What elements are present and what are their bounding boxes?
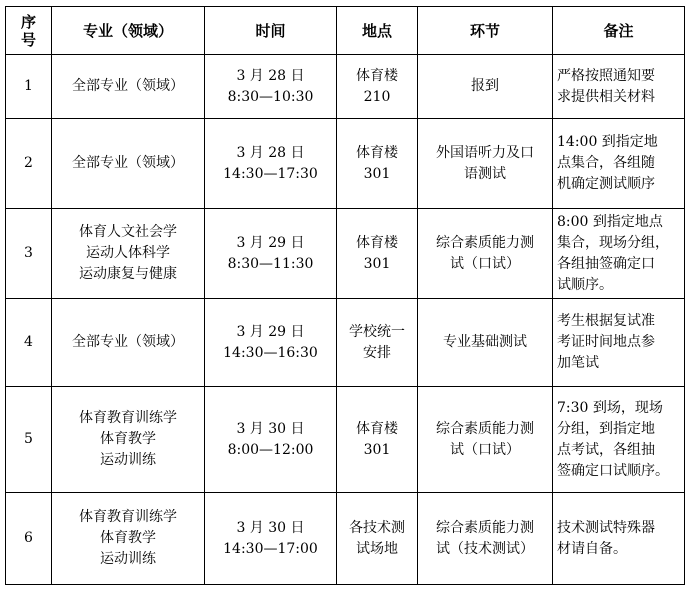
cell-time-line: 3 月 28 日 [236,67,305,84]
cell-location [337,55,418,119]
cell-stage-line: 综合素质能力测 [436,519,534,536]
cell-location [337,387,418,493]
cell-location [337,493,418,585]
cell-remark-line: 严格按照通知要 [557,67,655,84]
header-stage: 环节 [418,7,553,55]
header-seq-line: 号 [20,30,36,49]
cell-major [52,209,205,299]
cell-stage [418,387,553,493]
cell-remark-line: 技术测试特殊器 [557,519,655,536]
cell-time-line: 8:30—11:30 [227,255,314,272]
cell-major [52,299,205,387]
table-row [6,493,685,585]
cell-major [52,55,205,119]
cell-location-line: 301 [363,441,391,458]
cell-remark-line: 8:00 到指定地点 [557,213,663,230]
cell-stage-line: 综合素质能力测 [436,234,534,251]
cell-remark-line: 试顺序。 [557,276,613,293]
cell-seq: 5 [6,387,52,493]
cell-seq: 4 [6,299,52,387]
cell-remark-line: 签确定口试顺序。 [557,462,669,479]
cell-major-line: 体育教学 [100,530,156,546]
cell-time-line: 3 月 29 日 [236,323,305,340]
cell-major-line: 体育教学 [100,431,156,447]
cell-time [205,119,337,209]
cell-time [205,387,337,493]
table-row [6,119,685,209]
header-seq [6,7,52,55]
cell-major-line: 运动训练 [100,452,156,468]
cell-time-line: 8:30—10:30 [227,88,314,105]
cell-location [337,299,418,387]
cell-remark-line: 求提供相关材料 [557,88,655,105]
cell-major-line: 运动训练 [100,551,156,567]
table-row [6,209,685,299]
cell-location-line: 体育楼 [356,67,398,84]
cell-stage-line: 试（口试） [450,255,520,272]
cell-remark-line: 点考试，各组抽 [557,441,655,458]
cell-time-line: 14:30—17:00 [223,540,318,557]
cell-major-line: 全部专业（领域） [72,155,184,171]
cell-location-line: 学校统一 [349,323,405,340]
cell-stage [418,299,553,387]
cell-stage-line: 外国语听力及口 [436,144,534,161]
cell-time-line: 3 月 28 日 [236,144,305,161]
cell-time [205,55,337,119]
table-body [6,55,685,585]
cell-stage [418,119,553,209]
cell-time-line: 8:00—12:00 [227,441,314,458]
cell-remark [553,387,685,493]
cell-remark [553,55,685,119]
cell-time-line: 14:30—17:30 [223,165,318,182]
cell-stage-line: 试（口试） [450,441,520,458]
cell-remark-line: 考证时间地点参 [557,334,655,350]
cell-remark [553,209,685,299]
cell-location-line: 体育楼 [356,234,398,251]
cell-major-line: 运动康复与健康 [79,266,177,282]
cell-location [337,209,418,299]
table-row [6,387,685,493]
header-location: 地点 [337,7,418,55]
cell-stage-line: 综合素质能力测 [436,420,534,437]
cell-remark [553,299,685,387]
cell-remark-line: 考生根据复试准 [557,313,655,329]
schedule-table [5,6,685,585]
cell-stage [418,209,553,299]
cell-seq: 1 [6,55,52,119]
cell-major-line: 全部专业（领域） [72,78,184,94]
cell-time [205,209,337,299]
cell-stage [418,493,553,585]
cell-location-line: 301 [363,255,391,272]
cell-major [52,493,205,585]
header-major: 专业（领域） [52,7,205,55]
cell-stage-line: 专业基础测试 [443,334,527,350]
cell-major-line: 体育教育训练学 [79,509,177,525]
header-remark: 备注 [553,7,685,55]
cell-stage-line: 语测试 [464,165,506,182]
cell-time [205,299,337,387]
cell-location-line: 试场地 [356,540,398,557]
header-row [6,7,685,55]
cell-remark-line: 各组抽签确定口 [557,255,655,272]
header-seq-line: 序 [20,12,36,31]
cell-remark-line: 7:30 到场，现场 [557,399,663,416]
cell-location-line: 210 [363,88,391,105]
cell-stage-line: 试（技术测试） [436,540,534,557]
cell-remark [553,493,685,585]
cell-location-line: 体育楼 [356,420,398,437]
cell-remark-line: 加笔试 [557,355,599,371]
cell-location [337,119,418,209]
cell-major [52,119,205,209]
cell-remark [553,119,685,209]
header-time: 时间 [205,7,337,55]
cell-stage-line: 报到 [471,78,499,94]
cell-remark-line: 分组，到指定地 [557,420,655,437]
cell-time-line: 3 月 29 日 [236,234,305,251]
cell-remark-line: 点集合，各组随 [557,155,655,171]
cell-remark-line: 14:00 到指定地 [557,134,658,150]
cell-seq: 2 [6,119,52,209]
cell-time [205,493,337,585]
cell-location-line: 体育楼 [356,144,398,161]
cell-remark-line: 材请自备。 [557,540,627,557]
table-row [6,299,685,387]
cell-major-line: 体育人文社会学 [79,224,177,240]
cell-major-line: 全部专业（领域） [72,334,184,350]
cell-seq: 3 [6,209,52,299]
cell-stage [418,55,553,119]
cell-time-line: 14:30—16:30 [223,344,318,361]
cell-remark-line: 集合，现场分组， [557,234,669,251]
cell-major-line: 运动人体科学 [86,245,170,261]
table-row [6,55,685,119]
cell-major [52,387,205,493]
cell-time-line: 3 月 30 日 [236,420,305,437]
cell-location-line: 301 [363,165,391,182]
cell-time-line: 3 月 30 日 [236,519,305,536]
cell-remark-line: 机确定测试顺序 [557,176,655,192]
cell-seq: 6 [6,493,52,585]
cell-location-line: 各技术测 [349,519,405,536]
cell-major-line: 体育教育训练学 [79,410,177,426]
cell-location-line: 安排 [363,344,391,361]
